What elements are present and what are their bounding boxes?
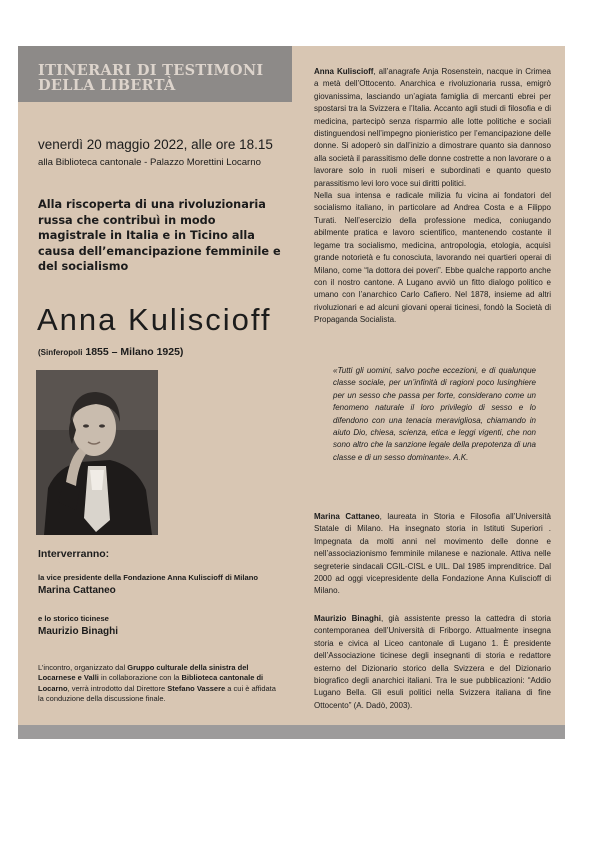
organizer-intro: L’incontro, organizzato dal bbox=[38, 663, 128, 672]
bio-text: , laureata in Storia e Filosofia all’Università Statale di Milano. Ha insegnato storia in Istituti Superiori . Impegnata da molti anni nel movimento delle donne e nell’associazionismo femminile milanese e nazionale. Attiva nelle segreterie sindacali CGIL-CISL e UIL. Dal 1985 imprenditrice. Dal 2000 ad oggi vicepresidente della Fondazione Anna Kuliscioff di Milano. bbox=[314, 512, 551, 596]
bio-name: Marina Cattaneo bbox=[314, 512, 380, 521]
portrait-photo bbox=[36, 370, 158, 535]
kuliscioff-quote: «Tutti gli uomini, salvo poche eccezioni, e di qualunque classe sociale, per un’infinità di ragioni poco lusinghiere per un sesso che passa per forte, considerano come un fenomeno naturale il loro privilegio di sesso e lo difendono con una tenacia meravigliosa, chiamando in aiuto Dio, chiesa, scienza, etica e leggi vigenti, che non sono altro che la sanzione legale della prepotenza di una classe e di un sesso dominante». A.K. bbox=[333, 366, 536, 462]
organizer-director: Stefano Vassere bbox=[167, 683, 226, 693]
event-venue: alla Biblioteca cantonale - Palazzo Morettini Locarno bbox=[38, 157, 261, 168]
bio-name: Maurizio Binaghi bbox=[314, 614, 381, 623]
bio-text: , già assistente presso la cattedra di storia contemporanea dell’Università di Friborgo. Attualmente insegna storia e civica al Liceo cantonale di Lugano 1. È presidente dell’Associazione ticinese degli insegnanti di storia e redattore esterno del Dizionario storico della Svizzera e del Dizionario biografico degli anarchici italiani. Tra le sue pubblicazioni: “Addio Lugano Bella. Gli esuli politici nella Svizzera italiana di fine Ottocento” (A. Dadò, 2003). bbox=[314, 614, 551, 710]
speaker-role: e lo storico ticinese bbox=[38, 614, 109, 623]
organizer-note bbox=[38, 663, 278, 705]
organizer-mid2: , verrà introdotto dal Direttore bbox=[67, 683, 168, 693]
speaker-name: Maurizio Binaghi bbox=[38, 626, 118, 637]
lifespan-dates: 1855 – Milano 1925) bbox=[85, 346, 184, 358]
organizer-library: Biblioteca cantonale di Locarno bbox=[38, 673, 264, 693]
series-title: ITINERARI DI TESTIMONI DELLA LIBERTÀ bbox=[38, 62, 264, 94]
speaker-name: Marina Cattaneo bbox=[38, 585, 116, 596]
event-subtitle: Alla riscoperta di una rivoluzionaria russa che contribuì in modo magistrale in Italia e in Ticino alla causa dell’emancipazione femminile e del socialismo bbox=[38, 198, 281, 273]
bio-kuliscioff bbox=[314, 66, 551, 327]
portrait-illustration bbox=[36, 370, 158, 535]
organizer-end: a cui è affidata la conduzione della discussione finale. bbox=[38, 683, 276, 704]
footer-band bbox=[18, 725, 565, 739]
bio-text: , all’anagrafe Anja Rosenstein, nacque in Crimea a metà dell’Ottocento. Anarchica e rivoluzionaria russa, emigrò giovanissima, lasciando un’agiata famiglia di mercanti ebrei per spostarsi tra la Svizzera e l’Italia. Accanto agli studi di filosofia e di medicina, partecipò senza risparmio alle lotte politiche e sociali distinguendosi nell’impegno pionieristico per l’emancipazione delle donne. Si adoperò sin dall’inizio a dimostrare quanto sia dannoso alla società il parassitismo delle donne costrette a non lavorare o a lavorare solo in ruoli miseri e subordinati e quanto questo parassitismo levi loro voce sui diritti politici. bbox=[314, 67, 551, 188]
bio-binaghi bbox=[314, 613, 551, 712]
bio-cattaneo bbox=[314, 511, 551, 598]
lifespan bbox=[38, 346, 183, 358]
speakers-heading: Interverranno: bbox=[38, 548, 110, 560]
bio-name: Anna Kuliscioff bbox=[314, 67, 374, 76]
bio-text: Nella sua intensa e radicale milizia fu vicina ai fondatori del socialismo italiano, in particolare ad Andrea Costa e a Filippo Turati. Nell’esercizio della professione medica, coniugando abilmente pratica e lavoro scientifico, mantenendo costante il legame tra socialismo, medicina, antropologia, etologia, acquisì grande notorietà e fu conosciuta, lavorando nei quartieri operai di Milano, come “la dottora dei poveri”. Ebbe qualche rapporto anche con il nostro cantone. A Lugano avviò un fitto dialogo politico e umano con l’anarchico Carlo Cafiero. Nel 1878, insieme ad altri rivoluzionari e ad alcuni giovani operai ticinesi, fondò la Società di Propaganda Socialista. bbox=[314, 191, 551, 325]
event-date: venerdì 20 maggio 2022, alle ore 18.15 bbox=[38, 137, 273, 152]
organizer-group: Gruppo culturale della sinistra del Locarnese e Valli bbox=[38, 663, 249, 683]
main-name-title: Anna Kuliscioff bbox=[37, 302, 272, 337]
lifespan-place: (Sinferopoli bbox=[38, 348, 83, 357]
organizer-mid: in collaborazione con la bbox=[98, 673, 182, 683]
speaker-role: la vice presidente della Fondazione Anna Kuliscioff di Milano bbox=[38, 573, 258, 582]
